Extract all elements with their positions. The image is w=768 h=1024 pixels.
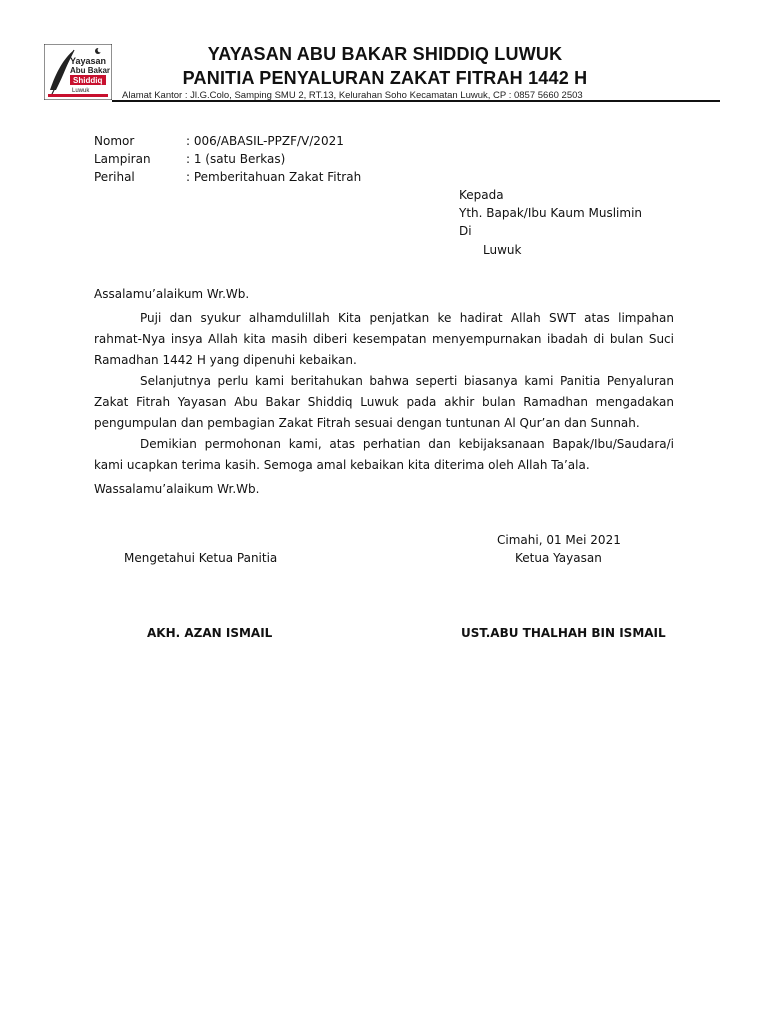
svg-text:Shiddiq: Shiddiq (73, 76, 103, 85)
svg-text:Luwuk: Luwuk (72, 88, 90, 94)
letterhead-divider (112, 100, 720, 102)
paragraph-2: Selanjutnya perlu kami beritahukan bahwa seperti biasanya kami Panitia Penyaluran Zakat Fitrah Yayasan Abu Bakar Shiddiq Luwuk pada akhir bulan Ramadhan mengadakan pengumpulan dan pembagian Zakat Fitrah sesuai dengan tuntunan Al Qur’an dan Sunnah. (94, 374, 674, 430)
svg-text:Yayasan: Yayasan (70, 56, 107, 66)
recipient-di: Di (459, 224, 472, 238)
paragraph-1: Puji dan syukur alhamdulillah Kita penjatkan ke hadirat Allah SWT atas limpahan rahmat-Nya insya Allah kita masih diberi kesempatan menyempurnakan ibadah di bulan Suci Ramadhan 1442 H yang dipenuhi kebaikan. (94, 311, 674, 367)
right-signer-title: Ketua Yayasan (515, 551, 602, 565)
recipient-city: Luwuk (483, 243, 522, 257)
svg-text:Abu Bakar: Abu Bakar (70, 66, 111, 75)
place-date: Cimahi, 01 Mei 2021 (497, 533, 621, 547)
committee-name: PANITIA PENYALURAN ZAKAT FITRAH 1442 H (182, 68, 588, 88)
left-signer-name: AKH. AZAN ISMAIL (147, 626, 273, 640)
foundation-logo (44, 44, 112, 100)
nomor-value: : 006/ABASIL-PPZF/V/2021 (186, 134, 344, 148)
recipient-kepada: Kepada (459, 188, 504, 202)
left-signer-title: Mengetahui Ketua Panitia (124, 551, 278, 565)
perihal-value: : Pemberitahuan Zakat Fitrah (186, 170, 362, 184)
perihal-label: Perihal (94, 170, 135, 184)
lampiran-value: : 1 (satu Berkas) (186, 152, 286, 166)
office-address: Alamat Kantor : Jl.G.Colo, Samping SMU 2, RT.13, Kelurahan Soho Kecamatan Luwuk, CP : 0857 5660 2503 (122, 90, 583, 101)
recipient-yth: Yth. Bapak/Ibu Kaum Muslimin (459, 206, 643, 220)
org-name: YAYASAN ABU BAKAR SHIDDIQ LUWUK (207, 44, 563, 64)
paragraph-3: Demikian permohonan kami, atas perhatian dan kebijaksanaan Bapak/Ibu/Saudara/i kami ucapkan terima kasih. Semoga amal kebaikan kita diterima oleh Allah Ta’ala. (94, 437, 674, 472)
greeting: Assalamu’alaikum Wr.Wb. (94, 287, 250, 301)
nomor-label: Nomor (94, 134, 135, 148)
right-signer-name: UST.ABU THALHAH BIN ISMAIL (461, 626, 666, 640)
closing: Wassalamu’alaikum Wr.Wb. (94, 482, 260, 496)
lampiran-label: Lampiran (94, 152, 151, 166)
quill-logo-icon (44, 44, 112, 100)
